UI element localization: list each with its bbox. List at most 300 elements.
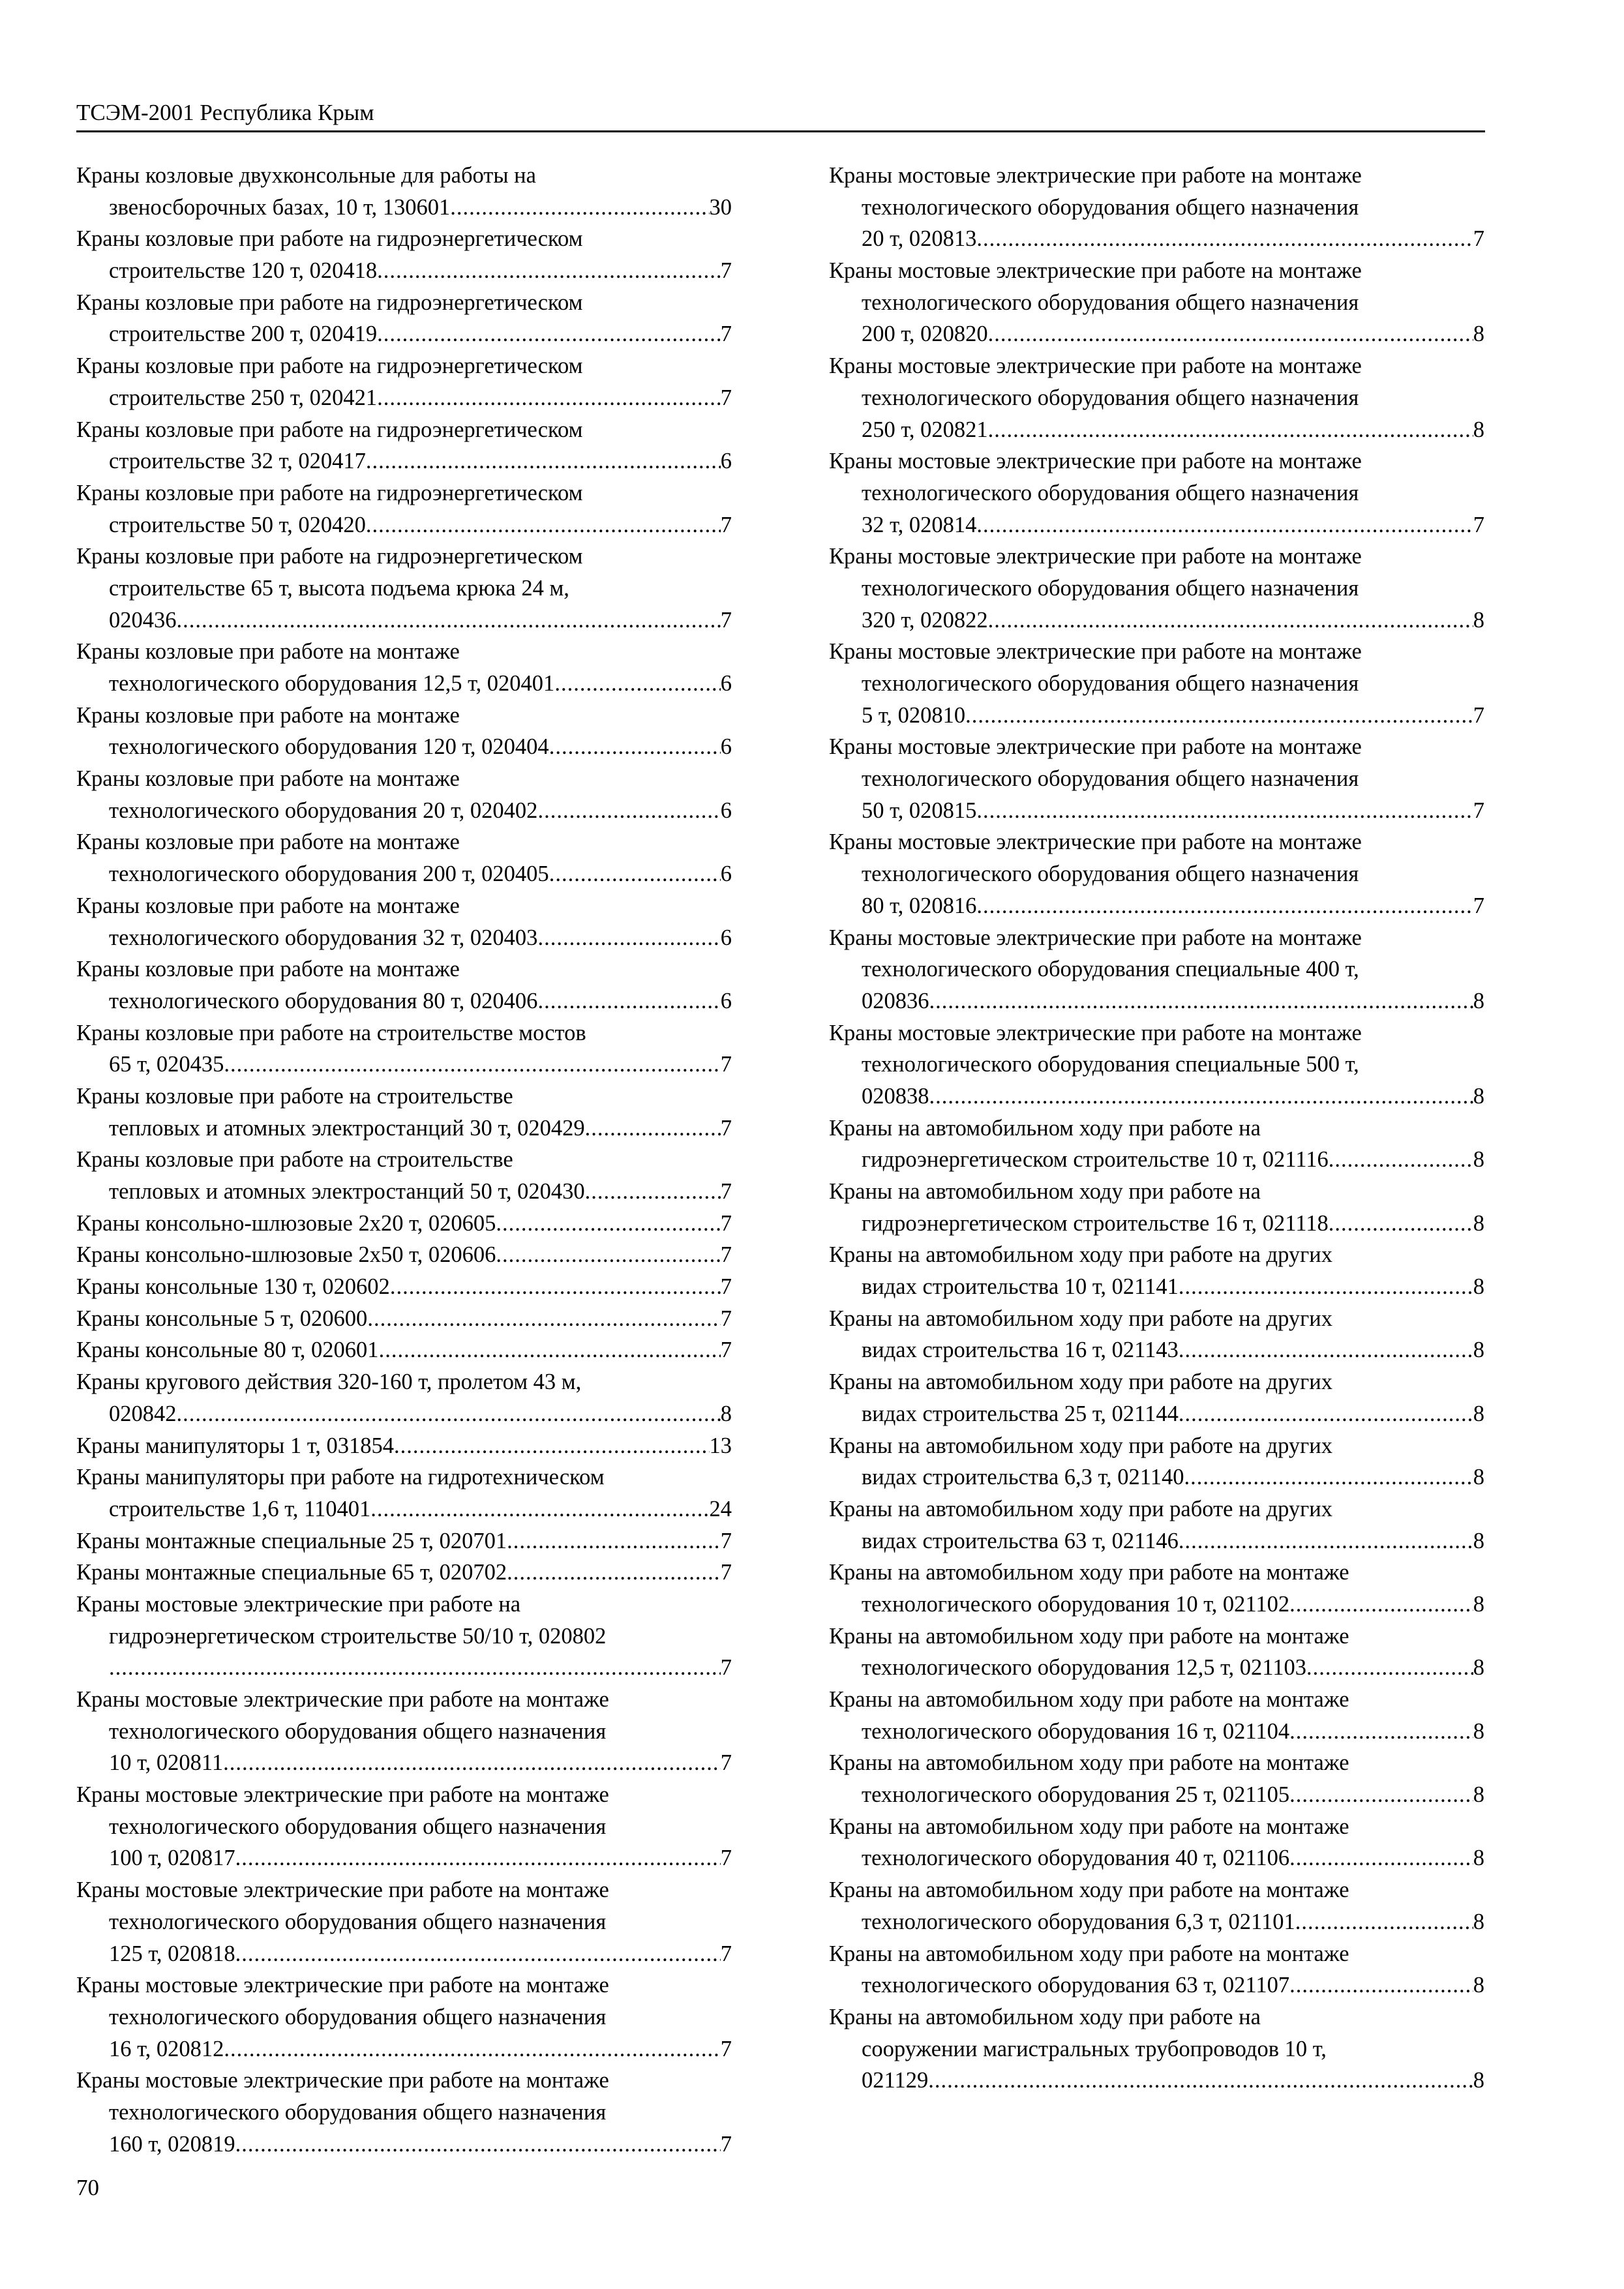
entry-last-line (76, 1652, 732, 1684)
entry-page-ref: 7 (1473, 798, 1484, 823)
entry-text-line: Краны козловые при работе на строительстве (76, 1147, 513, 1173)
entry-page-ref: 7 (720, 1115, 732, 1141)
entry-text-line: Краны на автомобильном ходу при работе на монтаже (829, 1687, 1349, 1712)
entry-text-line: Краны мостовые электрические при работе на монтаже (76, 1782, 609, 1808)
entry-text-line: 125 т, 020818 (109, 1941, 235, 1966)
entry-last-line (76, 1747, 732, 1779)
index-entry (829, 1493, 1484, 1557)
entry-page-ref: 7 (720, 1210, 732, 1236)
index-entry (76, 287, 732, 350)
dot-leader (1179, 1398, 1473, 1430)
index-column-left (76, 160, 732, 2160)
entry-text-line: технологического оборудования 12,5 т, 020401 (109, 671, 555, 696)
entry-text-line: Краны козловые при работе на строительстве (76, 1083, 513, 1109)
dot-leader (929, 1081, 1473, 1113)
dot-leader (450, 192, 709, 224)
dot-leader (177, 1398, 721, 1430)
entry-text-line: Краны на автомобильном ходу при работе на (829, 1179, 1261, 1204)
entry-text-line: 5 т, 020810 (862, 702, 966, 728)
entry-last-line (829, 223, 1484, 255)
entry-text-line: Краны мостовые электрические при работе на монтаже (829, 449, 1362, 474)
index-entry (829, 1557, 1484, 1620)
entry-text-line: Краны на автомобильном ходу при работе на монтаже (829, 1878, 1349, 1903)
index-entry (76, 1271, 732, 1303)
index-entry (76, 1874, 732, 1969)
dot-leader (988, 414, 1473, 446)
dot-leader (1179, 1271, 1473, 1303)
entry-page-ref: 7 (1473, 893, 1484, 918)
dot-leader (496, 1239, 720, 1271)
entry-page-ref: 8 (1473, 1909, 1484, 1934)
entry-text-line: Краны козловые при работе на строительстве мостов (76, 1020, 586, 1045)
dot-leader (1184, 1461, 1473, 1493)
index-entry (829, 1684, 1484, 1747)
entry-page-ref: 8 (1473, 1528, 1484, 1553)
entry-text-line: Краны козловые при работе на гидроэнергетическом (76, 226, 583, 252)
entry-text-line: Краны мостовые электрические при работе на (76, 1591, 521, 1617)
entry-page-ref: 7 (720, 512, 732, 537)
index-entry (76, 2065, 732, 2160)
entry-text-line: гидроэнергетическом строительстве 10 т, 021116 (862, 1147, 1329, 1173)
entry-page-ref: 7 (720, 322, 732, 347)
entry-text-line: 320 т, 020822 (862, 607, 988, 633)
entry-page-ref: 8 (1473, 1147, 1484, 1173)
entry-text-line: Краны на автомобильном ходу при работе на монтаже (829, 1560, 1349, 1585)
running-header (76, 97, 1485, 132)
entry-page-ref: 7 (720, 385, 732, 410)
entry-last-line (76, 2129, 732, 2161)
entry-page-ref: 8 (1473, 1083, 1484, 1109)
index-entry (76, 541, 732, 636)
entry-page-ref: 6 (720, 861, 732, 887)
entry-text-line: строительстве 50 т, 020420 (109, 512, 366, 537)
entry-last-line (76, 1049, 732, 1081)
index-entry (829, 1811, 1484, 1874)
entry-page-ref: 7 (720, 1306, 732, 1331)
entry-text-line: технологического оборудования специальные 400 т, (862, 957, 1359, 982)
dot-leader (1306, 1652, 1473, 1684)
dot-leader (1295, 1906, 1473, 1938)
dot-leader (377, 255, 721, 287)
dot-leader (1289, 1969, 1473, 2001)
entry-text-line: технологического оборудования общего назначения (862, 575, 1359, 601)
entry-page-ref: 7 (720, 1560, 732, 1585)
index-entry (76, 953, 732, 1017)
dot-leader (109, 1652, 721, 1684)
index-entry (76, 1303, 732, 1335)
entry-page-ref: 8 (1473, 322, 1484, 347)
entry-page-ref: 7 (720, 1179, 732, 1204)
entry-text-line: Краны манипуляторы 1 т, 031854 (76, 1433, 394, 1458)
entry-last-line (829, 890, 1484, 922)
entry-last-line (76, 1113, 732, 1144)
dot-leader (235, 1938, 721, 1970)
dot-leader (235, 2129, 721, 2161)
entry-last-line (76, 1271, 732, 1303)
entry-text-line: технологического оборудования 63 т, 021107 (862, 1973, 1290, 1998)
entry-text-line: Краны козловые при работе на монтаже (76, 766, 460, 792)
entry-last-line (829, 1144, 1484, 1176)
entry-text-line: 65 т, 020435 (109, 1052, 224, 1077)
entry-page-ref: 7 (720, 2036, 732, 2061)
entry-last-line (76, 445, 732, 477)
dot-leader (1179, 1525, 1473, 1557)
index-entry (76, 763, 732, 826)
index-entry (829, 1113, 1484, 1176)
dot-leader (988, 605, 1473, 636)
index-entry (829, 255, 1484, 350)
entry-last-line (829, 2065, 1484, 2097)
entry-page-ref: 8 (1473, 1591, 1484, 1617)
index-entry (76, 1366, 732, 1429)
index-entry (829, 1874, 1484, 1937)
entry-text-line: Краны консольно-шлюзовые 2х20 т, 020605 (76, 1210, 496, 1236)
entry-last-line (76, 1334, 732, 1366)
entry-text-line: Краны мостовые электрические при работе на монтаже (829, 353, 1362, 379)
dot-leader (394, 1430, 710, 1462)
index-entry (76, 1779, 732, 1874)
entry-text-line: строительстве 1,6 т, 110401 (109, 1496, 371, 1521)
entry-text-line: Краны мостовые электрические при работе на монтаже (829, 639, 1362, 665)
entry-text-line: технологического оборудования 20 т, 020402 (109, 798, 538, 823)
entry-last-line (76, 1557, 732, 1589)
entry-text-line: 80 т, 020816 (862, 893, 977, 918)
entry-last-line (76, 2033, 732, 2065)
dot-leader (235, 1842, 721, 1874)
dot-leader (965, 700, 1473, 732)
index-entry (829, 636, 1484, 731)
entry-text-line: 16 т, 020812 (109, 2036, 224, 2061)
index-entry (829, 1017, 1484, 1113)
entry-text-line: видах строительства 16 т, 021143 (862, 1338, 1179, 1363)
entry-last-line (76, 1176, 732, 1208)
entry-text-line: технологического оборудования 32 т, 020403 (109, 925, 538, 950)
entry-last-line (76, 858, 732, 890)
entry-text-line: 020838 (862, 1083, 929, 1109)
entry-text-line: Краны козловые при работе на гидроэнергетическом (76, 290, 583, 315)
entry-page-ref: 7 (720, 1846, 732, 1871)
index-entry (829, 1366, 1484, 1429)
entry-text-line: Краны на автомобильном ходу при работе на других (829, 1496, 1332, 1521)
dot-leader (1289, 1779, 1473, 1811)
entry-text-line: Краны мостовые электрические при работе на монтаже (829, 163, 1362, 188)
entry-last-line (829, 1525, 1484, 1557)
entry-text-line: Краны монтажные специальные 25 т, 020701 (76, 1528, 507, 1553)
entry-last-line (829, 509, 1484, 541)
entry-last-line (76, 1303, 732, 1335)
index-entry (76, 1334, 732, 1366)
entry-text-line: 160 т, 020819 (109, 2131, 235, 2157)
entry-page-ref: 8 (1473, 1401, 1484, 1426)
entry-page-ref: 7 (720, 1274, 732, 1300)
index-entry (829, 1938, 1484, 2001)
entry-text-line: технологического оборудования 120 т, 020404 (109, 734, 549, 760)
entry-page-ref: 6 (720, 798, 732, 823)
entry-page-ref: 8 (1473, 417, 1484, 442)
dot-leader (496, 1208, 720, 1240)
entry-page-ref: 8 (1473, 1846, 1484, 1871)
index-entry (76, 350, 732, 413)
entry-text-line: строительстве 32 т, 020417 (109, 449, 366, 474)
entry-page-ref: 6 (720, 925, 732, 950)
index-entry (76, 1239, 732, 1271)
entry-last-line (829, 605, 1484, 636)
entry-text-line: технологического оборудования 40 т, 021106 (862, 1846, 1290, 1871)
entry-page-ref: 7 (720, 607, 732, 633)
entry-text-line: Краны козловые двухконсольные для работы на (76, 163, 536, 188)
entry-text-line: технологического оборудования 80 т, 020406 (109, 988, 538, 1013)
page-number: 70 (76, 2175, 99, 2200)
entry-text-line: Краны мостовые электрические при работе на монтаже (829, 544, 1362, 569)
dot-leader (976, 890, 1473, 922)
index-entry (829, 1621, 1484, 1684)
dot-leader (177, 605, 721, 636)
dot-leader (1179, 1334, 1473, 1366)
index-entry (829, 1239, 1484, 1302)
entry-text-line: Краны на автомобильном ходу при работе на других (829, 1242, 1332, 1268)
entry-page-ref: 7 (1473, 226, 1484, 252)
entry-text-line: Краны козловые при работе на монтаже (76, 893, 460, 918)
entry-last-line (829, 1906, 1484, 1938)
entry-page-ref: 8 (1473, 607, 1484, 633)
entry-text-line: технологического оборудования общего назначения (862, 385, 1359, 410)
entry-text-line: строительстве 250 т, 020421 (109, 385, 378, 410)
entry-page-ref: 24 (709, 1496, 732, 1521)
entry-text-line: Краны консольные 130 т, 020602 (76, 1274, 390, 1300)
entry-text-line: технологического оборудования общего назначения (862, 480, 1359, 505)
entry-last-line (829, 1652, 1484, 1684)
entry-last-line (829, 1461, 1484, 1493)
entry-last-line (76, 985, 732, 1017)
entry-page-ref: 8 (720, 1401, 732, 1426)
entry-text-line: технологического оборудования 16 т, 021104 (862, 1718, 1290, 1744)
header-title: ТСЭМ-2001 Республика Крым (76, 100, 374, 125)
entry-text-line: Краны манипуляторы при работе на гидротехническом (76, 1465, 605, 1490)
entry-text-line: Краны на автомобильном ходу при работе на (829, 2004, 1261, 2029)
dot-leader (390, 1271, 721, 1303)
entry-text-line: Краны козловые при работе на монтаже (76, 702, 460, 728)
dot-leader (224, 2033, 720, 2065)
entry-last-line (76, 192, 732, 224)
entry-text-line: видах строительства 25 т, 021144 (862, 1401, 1179, 1426)
index-entry (76, 1589, 732, 1684)
dot-leader (928, 2065, 1473, 2097)
entry-text-line: гидроэнергетическом строительстве 50/10 т, 020802 (109, 1623, 607, 1649)
entry-text-line: Краны консольные 5 т, 020600 (76, 1306, 368, 1331)
entry-last-line (829, 1334, 1484, 1366)
entry-page-ref: 8 (1473, 1465, 1484, 1490)
index-entry (829, 2001, 1484, 2097)
entry-last-line (829, 1081, 1484, 1113)
dot-leader (1289, 1589, 1473, 1621)
entry-page-ref: 8 (1473, 988, 1484, 1013)
entry-last-line (829, 985, 1484, 1017)
entry-page-ref: 30 (709, 194, 732, 220)
entry-text-line: технологического оборудования специальные 500 т, (862, 1052, 1359, 1077)
entry-text-line: технологического оборудования 200 т, 020405 (109, 861, 549, 887)
index-entry (76, 1430, 732, 1462)
index-entry (76, 636, 732, 699)
dot-leader (379, 1334, 721, 1366)
entry-text-line: Краны козловые при работе на гидроэнергетическом (76, 544, 583, 569)
entry-last-line (76, 922, 732, 954)
entry-text-line: Краны мостовые электрические при работе на монтаже (829, 830, 1362, 855)
entry-page-ref: 7 (720, 1941, 732, 1966)
entry-text-line: 32 т, 020814 (862, 512, 977, 537)
index-entry (829, 731, 1484, 826)
entry-last-line (76, 795, 732, 827)
entry-page-ref: 8 (1473, 1718, 1484, 1744)
entry-text-line: Краны мостовые электрические при работе на монтаже (829, 1020, 1362, 1045)
entry-text-line: технологического оборудования общего назначения (109, 2099, 607, 2125)
entry-text-line: Краны козловые при работе на монтаже (76, 639, 460, 665)
entry-text-line: 200 т, 020820 (862, 322, 988, 347)
index-entry (829, 350, 1484, 445)
entry-text-line: 020836 (862, 988, 929, 1013)
entry-text-line: технологического оборудования 25 т, 021105 (862, 1782, 1290, 1808)
entry-text-line: технологического оборудования общего назначения (862, 861, 1359, 887)
entry-text-line: видах строительства 63 т, 021146 (862, 1528, 1179, 1553)
dot-leader (366, 445, 721, 477)
entry-last-line (76, 668, 732, 700)
entry-text-line: технологического оборудования общего назначения (862, 290, 1359, 315)
entry-last-line (76, 382, 732, 414)
entry-text-line: технологического оборудования 10 т, 021102 (862, 1591, 1290, 1617)
index-entry (76, 414, 732, 477)
entry-last-line (829, 1779, 1484, 1811)
entry-text-line: тепловых и атомных электростанций 50 т, 020430 (109, 1179, 585, 1204)
entry-page-ref: 7 (720, 258, 732, 284)
entry-last-line (829, 1271, 1484, 1303)
dot-leader (537, 795, 720, 827)
entry-text-line: Краны на автомобильном ходу при работе на монтаже (829, 1750, 1349, 1776)
entry-text-line: технологического оборудования 6,3 т, 021101 (862, 1909, 1295, 1934)
dot-leader (377, 382, 721, 414)
entry-text-line: звеносборочных базах, 10 т, 130601 (109, 194, 451, 220)
dot-leader (223, 1747, 721, 1779)
entry-last-line (76, 509, 732, 541)
entry-text-line: Краны козловые при работе на монтаже (76, 830, 460, 855)
entry-last-line (829, 414, 1484, 446)
index-entry (76, 1969, 732, 2065)
entry-text-line: Краны козловые при работе на гидроэнергетическом (76, 417, 583, 442)
index-entry (76, 1461, 732, 1525)
index-entry (829, 1303, 1484, 1366)
dot-leader (585, 1113, 721, 1144)
entry-page-ref: 8 (1473, 1655, 1484, 1681)
entry-text-line: Краны козловые при работе на гидроэнергетическом (76, 480, 583, 505)
index-entry (829, 160, 1484, 255)
index-entry (76, 160, 732, 223)
entry-page-ref: 7 (720, 1242, 732, 1268)
index-entry (829, 1176, 1484, 1239)
entry-page-ref: 7 (720, 2131, 732, 2157)
entry-page-ref: 8 (1473, 1338, 1484, 1363)
dot-leader (1329, 1144, 1473, 1176)
index-entry (76, 826, 732, 890)
entry-page-ref: 6 (720, 449, 732, 474)
dot-leader (585, 1176, 721, 1208)
entry-text-line: строительстве 120 т, 020418 (109, 258, 378, 284)
entry-text-line: Краны козловые при работе на гидроэнергетическом (76, 353, 583, 379)
index-entry (829, 541, 1484, 636)
entry-text-line: сооружении магистральных трубопроводов 10 т, (862, 2036, 1327, 2061)
entry-text-line: Краны на автомобильном ходу при работе на других (829, 1306, 1332, 1331)
entry-text-line: 20 т, 020813 (862, 226, 977, 252)
index-entry (829, 922, 1484, 1017)
index-entry (76, 1684, 732, 1779)
dot-leader (224, 1049, 720, 1081)
entry-page-ref: 6 (720, 988, 732, 1013)
entry-text-line: Краны мостовые электрические при работе на монтаже (76, 1973, 609, 1998)
dot-leader (1289, 1716, 1473, 1748)
index-entry (76, 1081, 732, 1144)
entry-text-line: 020842 (109, 1401, 177, 1426)
dot-leader (370, 1493, 709, 1525)
entry-last-line (76, 255, 732, 287)
dot-leader (1329, 1208, 1473, 1240)
entry-last-line (76, 1430, 732, 1462)
entry-text-line: 021129 (862, 2068, 929, 2093)
dot-leader (929, 985, 1473, 1017)
dot-leader (549, 731, 721, 763)
dot-leader (367, 1303, 720, 1335)
entry-last-line (76, 1842, 732, 1874)
entry-page-ref: 7 (720, 1052, 732, 1077)
entry-page-ref: 8 (1473, 1274, 1484, 1300)
entry-text-line: технологического оборудования общего назначения (109, 1814, 607, 1839)
index-entry (76, 1144, 732, 1207)
entry-last-line (829, 1589, 1484, 1621)
entry-last-line (76, 731, 732, 763)
entry-page-ref: 13 (709, 1433, 732, 1458)
entry-last-line (76, 1493, 732, 1525)
entry-page-ref: 6 (720, 734, 732, 760)
dot-leader (549, 858, 721, 890)
entry-text-line: тепловых и атомных электростанций 30 т, 020429 (109, 1115, 585, 1141)
entry-last-line (829, 1398, 1484, 1430)
entry-text-line: 020436 (109, 607, 177, 633)
dot-leader (507, 1557, 721, 1589)
dot-leader (976, 223, 1473, 255)
index-entry (76, 1525, 732, 1557)
dot-leader (377, 318, 721, 350)
dot-leader (976, 509, 1473, 541)
entry-text-line: технологического оборудования общего назначения (109, 1718, 607, 1744)
dot-leader (507, 1525, 721, 1557)
entry-text-line: Краны монтажные специальные 65 т, 020702 (76, 1560, 507, 1585)
entry-last-line (829, 1969, 1484, 2001)
entry-text-line: Краны на автомобильном ходу при работе на других (829, 1433, 1332, 1458)
index-entry (829, 826, 1484, 921)
entry-last-line (76, 318, 732, 350)
entry-page-ref: 8 (1473, 1782, 1484, 1808)
entry-page-ref: 7 (1473, 512, 1484, 537)
entry-page-ref: 7 (720, 1750, 732, 1776)
index-column-right (829, 160, 1484, 2097)
entry-page-ref: 7 (720, 1528, 732, 1553)
dot-leader (988, 318, 1473, 350)
entry-page-ref: 8 (1473, 1210, 1484, 1236)
entry-last-line (76, 1938, 732, 1970)
index-entry (76, 223, 732, 286)
entry-text-line: Краны кругового действия 320-160 т, пролетом 43 м, (76, 1369, 582, 1395)
entry-text-line: Краны консольно-шлюзовые 2х50 т, 020606 (76, 1242, 496, 1268)
entry-page-ref: 8 (1473, 2068, 1484, 2093)
entry-text-line: строительстве 200 т, 020419 (109, 322, 378, 347)
dot-leader (537, 922, 720, 954)
entry-last-line (76, 1239, 732, 1271)
